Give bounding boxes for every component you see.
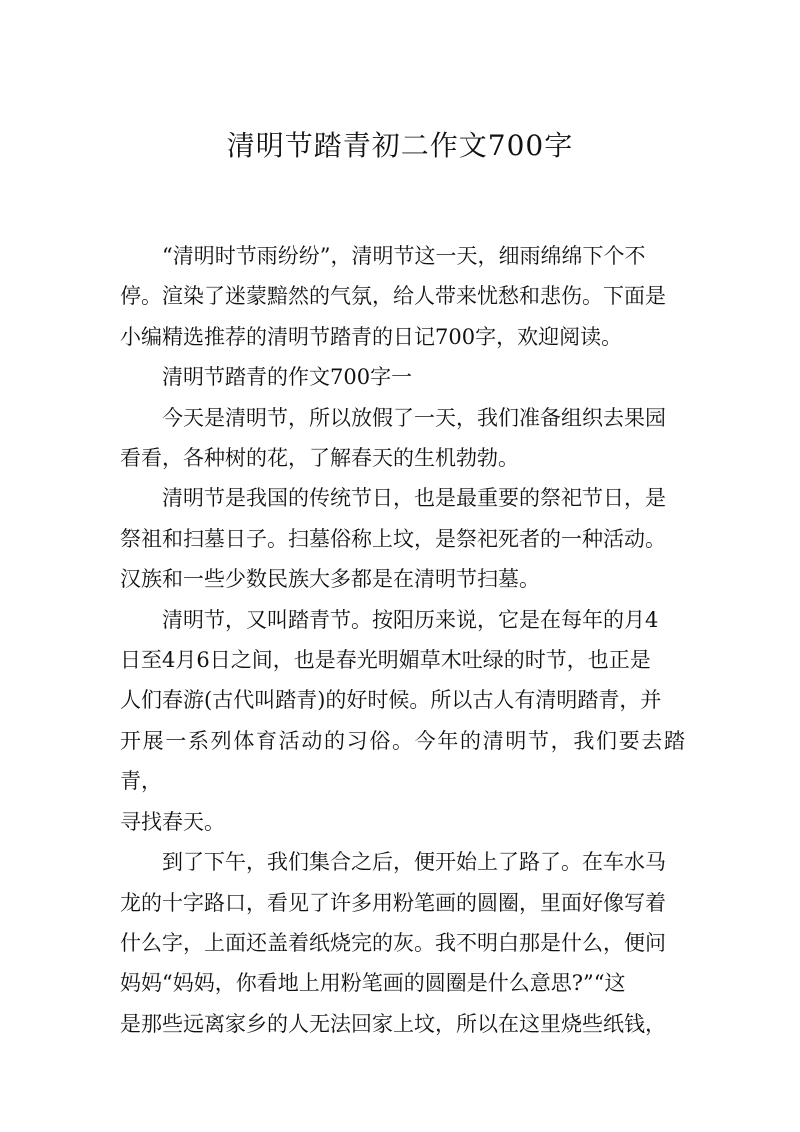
body-paragraph: 清明节是我国的传统节日，也是最重要的祭祀节日，是 祭祖和扫墓日子。扫墓俗称上坟，是祭祀死者的一种活动。 汉族和一些少数民族大多都是在清明节扫墓。: [120, 486, 666, 592]
body-paragraph: 清明节，又叫踏青节。按阳历来说，它是在每年的月4 日至4月6日之间，也是春光明媚草木吐绿的时节，也正是 人们春游(古代叫踏青)的好时候。所以古人有清明踏青，并 开展一系列体育活动的习俗。今年的清明节，我们要去踏青， 寻找春天。: [120, 607, 685, 834]
section-heading: 清明节踏青的作文700字一: [162, 365, 413, 390]
intro-paragraph: “清明时节雨纷纷”，清明节这一天，细雨绵绵下个不 停。渲染了迷蒙黯然的气氛，给人带来忧愁和悲伤。下面是 小编精选推荐的清明节踏青的日记700字，欢迎阅读。: [120, 244, 666, 349]
document-body: [120, 236, 685, 1044]
body-paragraph: 今天是清明节，所以放假了一天，我们准备组织去果园 看看，各种树的花，了解春天的生机勃勃。: [120, 405, 666, 471]
document-title: 清明节踏青初二作文700字: [226, 129, 574, 162]
body-paragraph: 到了下午，我们集合之后，便开始上了路了。在车水马 龙的十字路口，看见了许多用粉笔画的圆圈，里面好像写着 什么字，上面还盖着纸烧完的灰。我不明白那是什么，便问 妈妈“妈妈，你看地上用粉笔画的圆圈是什么意思?”“这 是那些远离家乡的人无法回家上坟，所以在这里烧些纸钱，: [120, 850, 666, 1036]
